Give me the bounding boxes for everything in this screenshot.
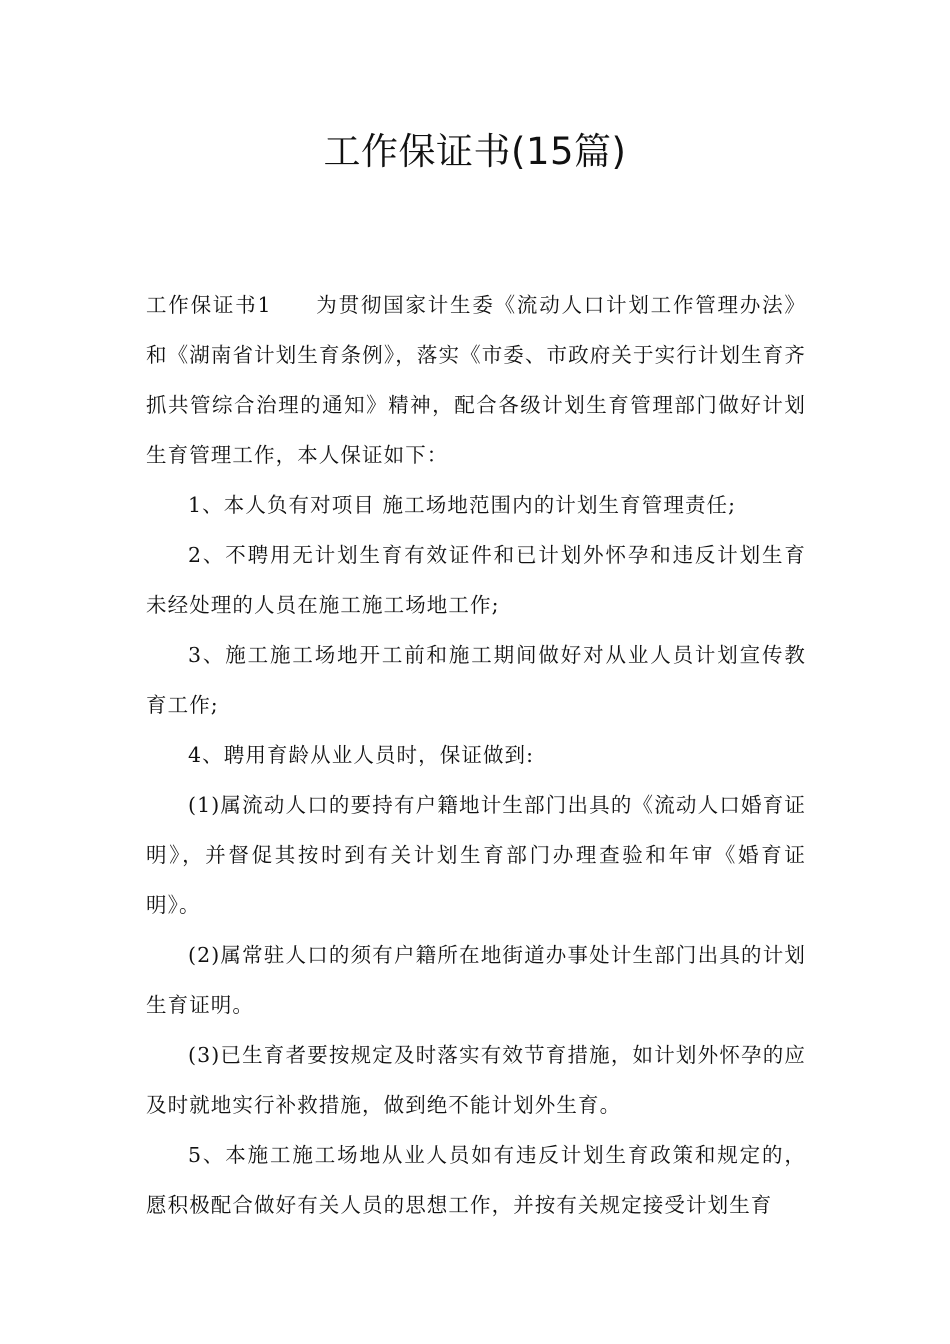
list-item: (3)已生育者要按规定及时落实有效节育措施，如计划外怀孕的应及时就地实行补救措施，做到绝不能计划外生育。 [146, 1043, 806, 1117]
list-item: 3、施工施工场地开工前和施工期间做好对从业人员计划宣传教育工作; [146, 643, 806, 717]
list-item: 2、不聘用无计划生育有效证件和已计划外怀孕和违反计划生育未经处理的人员在施工施工场地工作; [146, 543, 806, 617]
list-item: 5、本施工施工场地从业人员如有违反计划生育政策和规定的，愿积极配合做好有关人员的思想工作，并按有关规定接受计划生育 [146, 1143, 806, 1217]
document-body [146, 280, 806, 1230]
intro-text: 为贯彻国家计生委《流动人口计划工作管理办法》和《湖南省计划生育条例》，落实《市委、市政府关于实行计划生育齐抓共管综合治理的通知》精神，配合各级计划生育管理部门做好计划生育管理工作，本人保证如下： [146, 293, 806, 467]
section-heading: 工作保证书1 [146, 293, 272, 317]
document-title: 工作保证书(15篇) [323, 130, 627, 173]
list-item: (2)属常驻人口的须有户籍所在地街道办事处计生部门出具的计划生育证明。 [146, 943, 806, 1017]
list-item: (1)属流动人口的要持有户籍地计生部门出具的《流动人口婚育证明》，并督促其按时到有关计划生育部门办理查验和年审《婚育证明》。 [146, 793, 806, 917]
list-item: 1、本人负有对项目 施工场地范围内的计划生育管理责任; [188, 493, 737, 517]
list-item: 4、聘用育龄从业人员时，保证做到: [188, 743, 535, 767]
intro-paragraph [146, 280, 806, 480]
